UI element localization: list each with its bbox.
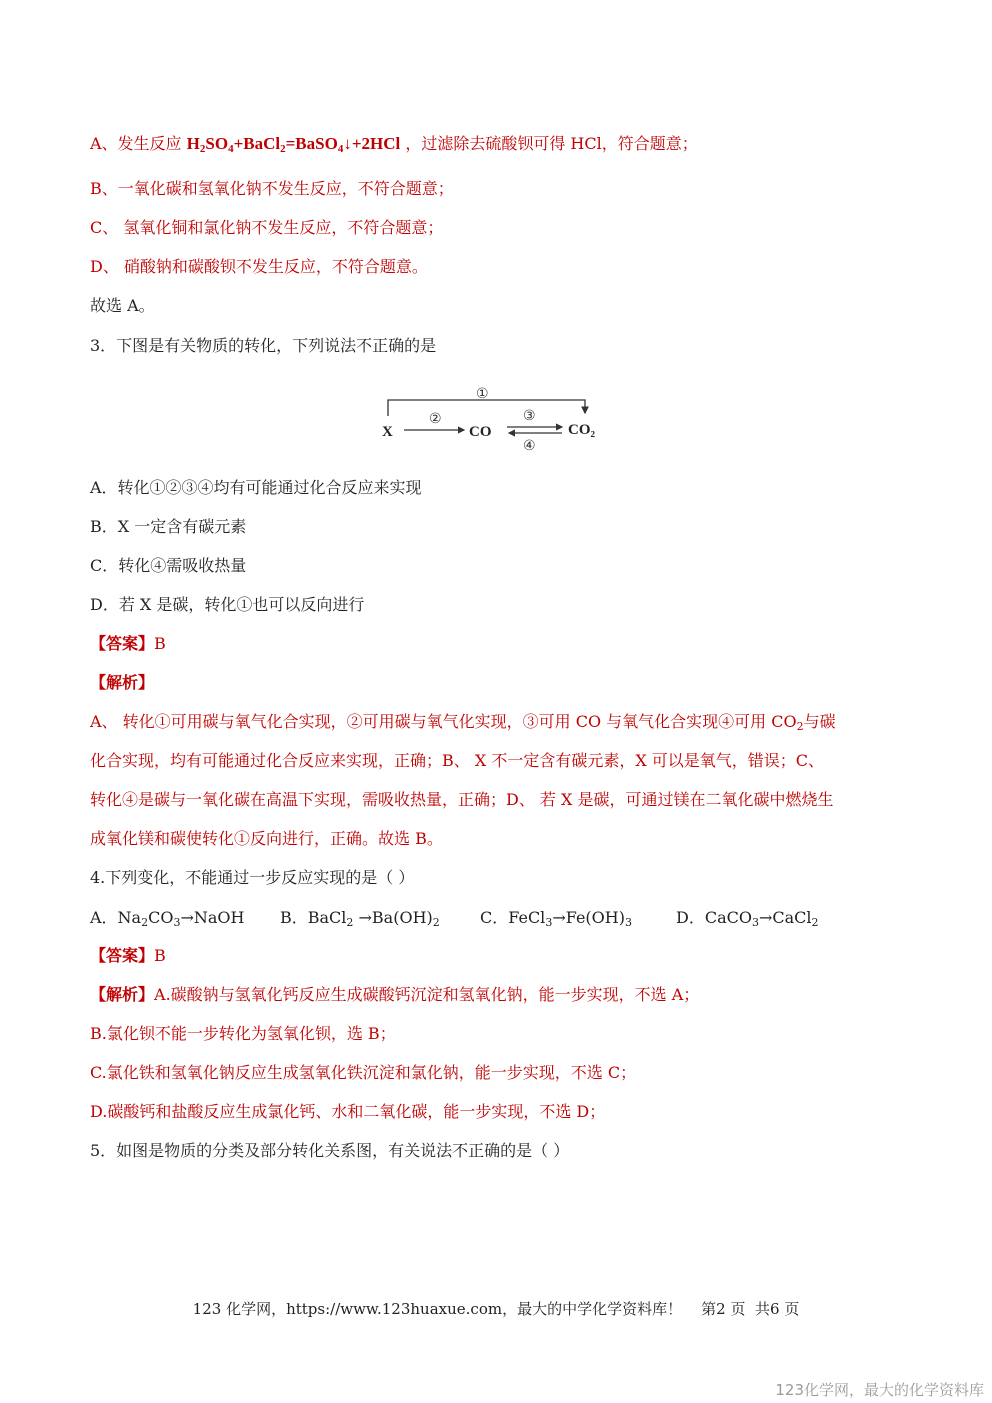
prev-solution-a bbox=[90, 133, 698, 155]
label-2: ② bbox=[429, 411, 442, 427]
q3-option-d: D．若 X 是碳，转化①也可以反向进行 bbox=[90, 595, 365, 614]
q3-analysis-line-1-tail: 与碳 bbox=[803, 712, 836, 731]
q4-option-a: A．$Na_2CO_3\to NaOH$ bbox=[90, 908, 245, 929]
analysis-label: 【解析】 bbox=[90, 673, 155, 692]
prev-solution-a-prefix: A、发生反应 bbox=[90, 134, 182, 153]
prev-solution-c: C、 氢氧化铜和氯化钠不发生反应，不符合题意； bbox=[90, 218, 444, 237]
label-4: ④ bbox=[523, 438, 536, 454]
prev-solution-conclusion: 故选 A。 bbox=[90, 296, 155, 315]
q3-option-a: A．转化①②③④均有可能通过化合反应来实现 bbox=[90, 478, 422, 497]
prev-solution-a-suffix: ，过滤除去硫酸钡可得 HCl，符合题意； bbox=[405, 134, 698, 153]
label-3: ③ bbox=[523, 408, 536, 424]
q3-analysis-label bbox=[90, 672, 154, 694]
q5-stem: 5．如图是物质的分类及部分转化关系图，有关说法不正确的是（ ） bbox=[90, 1141, 570, 1160]
q3-analysis-line-1-sub: 2 bbox=[796, 720, 804, 733]
q4-answer bbox=[90, 945, 166, 967]
q3-option-c: C．转化④需吸收热量 bbox=[90, 556, 247, 575]
node-co: CO bbox=[469, 424, 492, 440]
answer-label: 【答案】 bbox=[90, 634, 155, 653]
q3-analysis-line-4: 成氧化镁和碳使转化①反向进行，正确。故选 B。 bbox=[90, 829, 443, 848]
q4-analysis-line-4: D.碳酸钙和盐酸反应生成氯化钙、水和二氧化碳，能一步实现，不选 D； bbox=[90, 1102, 606, 1121]
reaction-formula: $H_2SO_4+BaCl_2=BaSO_4↓+2HCl$ bbox=[186, 134, 401, 155]
node-co2: CO₂ bbox=[568, 422, 595, 438]
q4-analysis-line-2: B.氯化钡不能一步转化为氢氧化钡，选 B； bbox=[90, 1024, 396, 1043]
node-x: X bbox=[382, 424, 393, 440]
q4-analysis-line-3: C.氯化铁和氢氧化钠反应生成氢氧化铁沉淀和氯化钠，能一步实现，不选 C； bbox=[90, 1063, 637, 1082]
footer-text: 123 化学网，https://www.123huaxue.com，最大的中学化学资料库！ bbox=[192, 1300, 683, 1318]
q3-stem: 3．下图是有关物质的转化，下列说法不正确的是 bbox=[90, 336, 437, 355]
label-1: ① bbox=[476, 386, 489, 402]
answer-value: B bbox=[154, 946, 166, 965]
q3-answer bbox=[90, 633, 166, 655]
q3-analysis-line-1-text: A、 转化①可用碳与氧气化合实现，②可用碳与氧气化实现，③可用 CO 与氧气化合实现④可用 CO bbox=[90, 712, 797, 731]
watermark: 123化学网，最大的化学资料库 bbox=[775, 1381, 984, 1399]
q3-analysis-line-3: 转化④是碳与一氧化碳在高温下实现，需吸收热量，正确；D、 若 X 是碳，可通过镁在二氧化碳中燃烧生 bbox=[90, 790, 834, 809]
answer-value: B bbox=[154, 634, 166, 653]
q4-stem: 4.下列变化，不能通过一步反应实现的是（ ） bbox=[90, 868, 415, 887]
arrow-1 bbox=[388, 400, 585, 416]
page-footer bbox=[0, 1298, 992, 1319]
q4-option-c: C．$FeCl_3\to Fe(OH)_3$ bbox=[480, 908, 632, 929]
q3-option-b: B．X 一定含有碳元素 bbox=[90, 517, 247, 536]
conversion-diagram bbox=[380, 378, 610, 458]
answer-label: 【答案】 bbox=[90, 946, 155, 965]
q4-option-b: B．BaCl$_2$ $\to Ba(OH)_2$ bbox=[280, 908, 440, 929]
q3-analysis-line-2: 化合实现，均有可能通过化合反应来实现，正确；B、 X 不一定含有碳元素，X 可以是氧气，错误；C、 bbox=[90, 751, 825, 770]
q4-option-d: D．CaCO$_3$→CaCl$_2$ bbox=[676, 908, 819, 929]
analysis-label: 【解析】 bbox=[90, 985, 155, 1004]
prev-solution-b: B、一氧化碳和氢氧化钠不发生反应，不符合题意； bbox=[90, 179, 454, 198]
q3-analysis-line-1 bbox=[90, 711, 836, 733]
page-number: 第2 页 共6 页 bbox=[701, 1300, 800, 1318]
q4-analysis-line-1-text: A.碳酸钠与氢氧化钙反应生成碳酸钙沉淀和氢氧化钠，能一步实现，不选 A； bbox=[154, 985, 700, 1004]
prev-solution-d: D、 硝酸钠和碳酸钡不发生反应，不符合题意。 bbox=[90, 257, 428, 276]
q4-analysis-line-1 bbox=[90, 984, 699, 1006]
